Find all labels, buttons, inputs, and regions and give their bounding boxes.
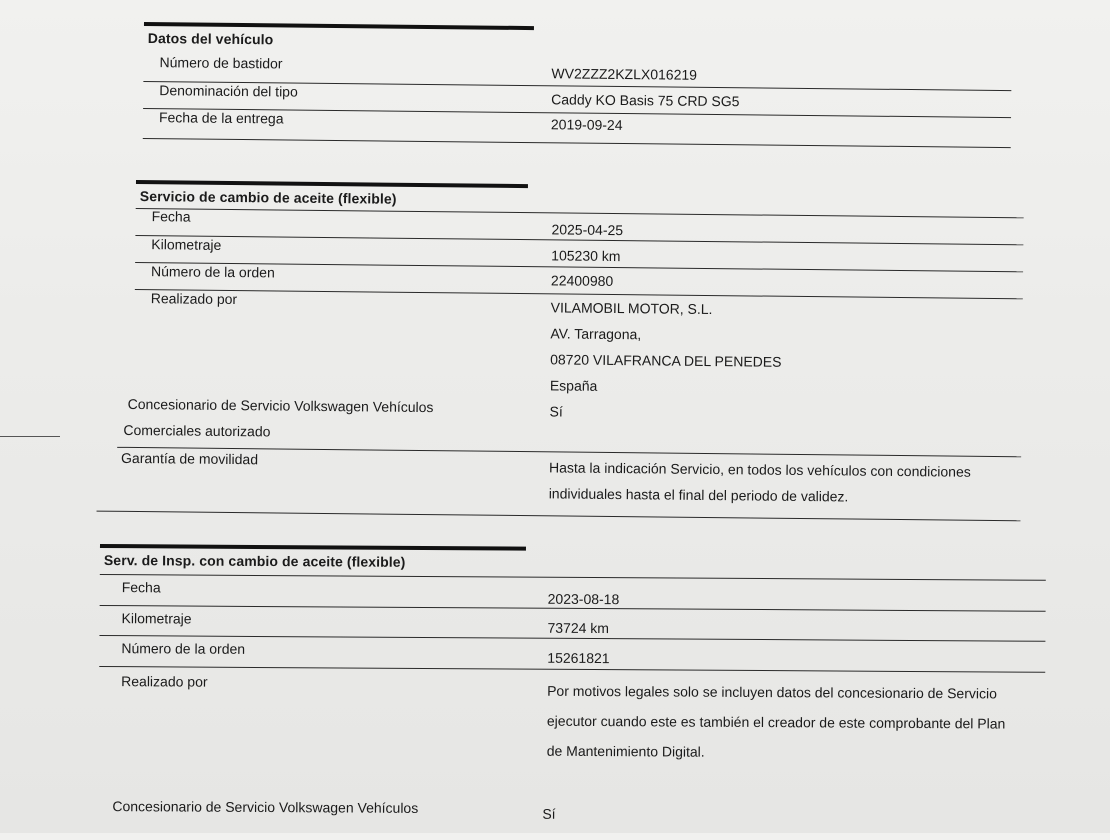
value-date: 2025-04-25 xyxy=(551,221,624,239)
label-mobility-guarantee: Garantía de movilidad xyxy=(121,449,259,468)
section-title: Servicio de cambio de aceite (flexible) xyxy=(139,188,397,207)
value-order: 22400980 xyxy=(550,272,614,290)
value-order: 15261821 xyxy=(547,649,610,667)
section-oil-service xyxy=(121,180,1024,529)
section-header-bar xyxy=(100,544,526,551)
value-mileage: 73724 km xyxy=(547,619,610,637)
legal-note-line-2: ejecutor cuando este es también el creador de este comprobante del Plan xyxy=(546,712,1006,732)
dealer-city: 08720 VILAFRANCA DEL PENEDES xyxy=(550,351,782,370)
section-inspection-service xyxy=(98,544,1046,840)
label-authorized-dealer-2: Comerciales autorizado xyxy=(123,421,271,440)
dealer-street: AV. Tarragona, xyxy=(550,325,642,343)
value-performed-by xyxy=(550,294,1011,403)
row-mobility-guarantee xyxy=(121,448,1022,521)
section-title: Serv. de Insp. con cambio de aceite (flexible) xyxy=(103,552,406,570)
row-authorized-dealer xyxy=(98,794,1044,830)
label-authorized-dealer: Concesionario de Servicio Volkswagen Vehículos xyxy=(112,798,419,816)
guarantee-line-2: individuales hasta el final del periodo de validez. xyxy=(548,485,849,505)
row-performed-by xyxy=(99,667,1046,783)
label-order: Número de la orden xyxy=(150,263,275,281)
label-authorized-dealer-1: Concesionario de Servicio Volkswagen Vehículos xyxy=(127,395,434,416)
value-authorized-dealer: Sí xyxy=(549,403,563,420)
value-mileage: 105230 km xyxy=(551,247,621,265)
row-performed-by xyxy=(134,290,1023,409)
legal-note-line-1: Por motivos legales solo se incluyen datos del concesionario de Servicio xyxy=(547,682,997,702)
label-mileage: Kilometraje xyxy=(121,610,192,627)
label-date: Fecha xyxy=(151,208,191,225)
value-delivery: 2019-09-24 xyxy=(550,116,623,134)
row-divider xyxy=(97,511,1021,522)
section-vehicle-data xyxy=(142,22,1012,181)
value-vin: WV2ZZZ2KZLX016219 xyxy=(551,65,698,83)
dealer-name: VILAMOBIL MOTOR, S.L. xyxy=(550,299,713,318)
label-type: Denominación del tipo xyxy=(159,82,298,100)
label-performed-by: Realizado por xyxy=(121,673,208,690)
value-type: Caddy KO Basis 75 CRD SG5 xyxy=(551,91,740,110)
guarantee-line-1: Hasta la indicación Servicio, en todos los vehículos con condiciones xyxy=(548,459,971,480)
paper-fold-mark xyxy=(0,436,60,437)
row-divider xyxy=(143,138,1011,148)
dealer-country: España xyxy=(549,377,598,394)
value-performed-by xyxy=(547,676,1038,769)
row-authorized-dealer xyxy=(123,392,1022,457)
value-mobility-guarantee xyxy=(549,454,1020,511)
section-header-bar xyxy=(144,22,534,30)
value-authorized-dealer: Sí xyxy=(542,805,556,822)
label-date: Fecha xyxy=(121,579,161,596)
value-date: 2023-08-18 xyxy=(547,590,620,608)
label-performed-by: Realizado por xyxy=(150,290,238,308)
label-vin: Número de bastidor xyxy=(159,54,283,72)
section-header-bar xyxy=(136,180,528,188)
label-mileage: Kilometraje xyxy=(151,236,222,253)
legal-note-line-3: de Mantenimiento Digital. xyxy=(546,742,705,760)
label-delivery: Fecha de la entrega xyxy=(158,109,284,127)
section-title: Datos del vehículo xyxy=(147,30,274,48)
label-order: Número de la orden xyxy=(121,640,246,657)
